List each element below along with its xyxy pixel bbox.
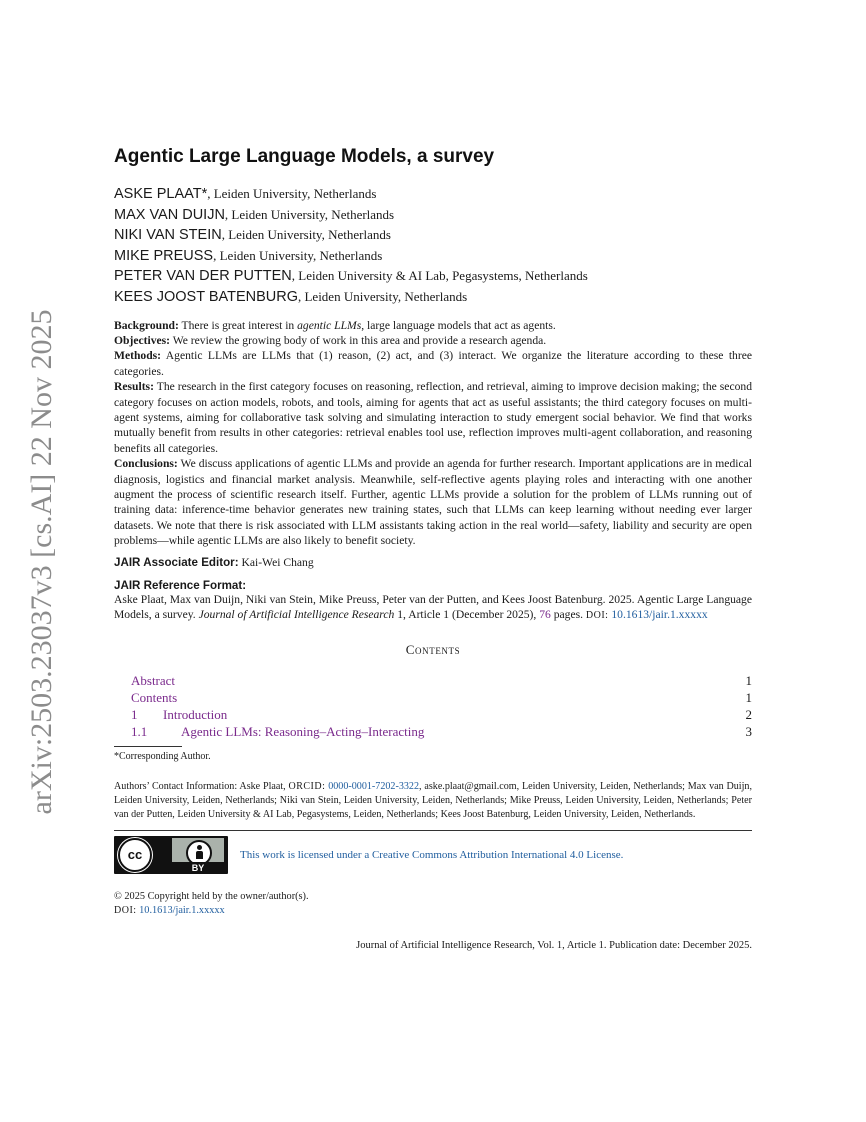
toc-entry-abstract[interactable] xyxy=(114,672,752,689)
reference-doi-link[interactable]: 10.1613/jair.1.xxxxx xyxy=(611,608,708,622)
copyright-line: © 2025 Copyright held by the owner/author(s). xyxy=(114,890,309,902)
reference-doi-label: DOI: xyxy=(585,610,609,622)
toc-entry-introduction[interactable] xyxy=(114,706,752,723)
abstract-objectives xyxy=(114,333,752,348)
reference-format xyxy=(114,592,752,624)
author-affiliation: , Leiden University, Netherlands xyxy=(224,206,395,222)
corresponding-author-footnote: *Corresponding Author. xyxy=(114,750,211,762)
copyright-doi-label: DOI: xyxy=(114,904,137,916)
reference-format-heading: JAIR Reference Format: xyxy=(114,579,247,593)
author-name: MAX VAN DUIJN xyxy=(114,206,225,223)
author-entry xyxy=(114,225,752,246)
background-label: Background: xyxy=(114,318,179,332)
toc-label[interactable]: Introduction xyxy=(163,706,228,722)
author-entry xyxy=(114,266,752,287)
reference-pages-link[interactable]: 76 xyxy=(539,608,551,622)
author-name: NIKI VAN STEIN xyxy=(114,227,222,244)
reference-text-mid: 1, Article 1 (December 2025), xyxy=(394,608,540,622)
author-affiliation: , Leiden University, Netherlands xyxy=(297,288,468,304)
associate-editor xyxy=(114,555,752,570)
author-name: KEES JOOST BATENBURG xyxy=(114,288,298,305)
toc-page: 2 xyxy=(745,706,752,722)
reference-journal: Journal of Artificial Intelligence Research xyxy=(198,608,395,622)
results-label: Results: xyxy=(114,380,154,394)
by-label: BY xyxy=(172,862,224,874)
conclusions-label: Conclusions: xyxy=(114,457,178,471)
toc-number: 1 xyxy=(131,706,138,722)
author-affiliation: , Leiden University & AI Lab, Pegasystems, Netherlands xyxy=(291,268,588,284)
journal-footer: Journal of Artificial Intelligence Research, Vol. 1, Article 1. Publication date: December 2025. xyxy=(356,939,752,951)
contents-heading: Contents xyxy=(405,641,461,657)
author-name: ASKE PLAAT* xyxy=(114,186,208,202)
arxiv-identifier: arXiv:2503.23037v3 [cs.AI] 22 Nov 2025 xyxy=(25,309,58,815)
author-affiliation: , Leiden University, Netherlands xyxy=(207,186,377,201)
author-name: MIKE PREUSS xyxy=(114,247,214,264)
toc-label[interactable]: Agentic LLMs: Reasoning–Acting–Interacting xyxy=(181,723,425,739)
toc-entry-contents[interactable] xyxy=(114,689,752,706)
background-text: There is great interest in xyxy=(178,318,298,332)
author-entry xyxy=(114,246,752,267)
background-emphasis: agentic LLMs xyxy=(297,318,362,332)
contact-text: Authors’ Contact Information: Aske Plaat, xyxy=(114,780,289,792)
abstract-background xyxy=(114,318,752,333)
results-text: The research in the first category focuses on reasoning, reflection, and retrieval, aiming to improve decision making; the second category focuses on action models, robots, and tools, aiming for agents that act as useful assistants; the third category focuses on multi-agent systems, aiming for collaborative task solving and simulating interaction to study emergent social behavior. We find that works mutually benefit from results in other categories: retrieval enables tool use, reflection improves multi-agent collaboration, and reasoning benefits all categories. xyxy=(114,380,752,455)
person-head-icon xyxy=(197,845,202,850)
background-text-end: , large language models that act as agents. xyxy=(361,318,556,332)
editor-name: Kai-Wei Chang xyxy=(238,555,314,569)
toc-page: 3 xyxy=(745,723,752,739)
author-entry xyxy=(114,287,752,308)
author-name: PETER VAN DER PUTTEN xyxy=(114,268,292,285)
author-affiliation: , Leiden University, Netherlands xyxy=(213,247,383,263)
author-entry xyxy=(114,184,752,205)
cc-by-badge[interactable] xyxy=(114,836,228,874)
paper-first-page xyxy=(114,146,752,951)
paper-title: Agentic Large Language Models, a survey xyxy=(114,146,495,167)
footnote-rule xyxy=(114,746,182,747)
abstract-results xyxy=(114,379,752,456)
reference-text-post: pages. xyxy=(550,608,586,622)
abstract xyxy=(114,318,752,549)
methods-text: Agentic LLMs are LLMs that (1) reason, (2) act, and (3) interact. We organize the literature according to these three categories. xyxy=(114,349,752,378)
objectives-label: Objectives: xyxy=(114,333,171,347)
license-row xyxy=(114,836,752,874)
author-affiliation: , Leiden University, Netherlands xyxy=(221,227,391,243)
toc-number: 1.1 xyxy=(131,723,148,739)
toc-page: 1 xyxy=(745,672,752,688)
toc-page: 1 xyxy=(745,689,752,705)
conclusions-text: We discuss applications of agentic LLMs and provide an agenda for further research. Important applications are in medical diagnosis, logistics and financial market analysis. Meanwhile, self-reflective agents playing roles and interacting with one another augment the process of scientific research itself. Further, agentic LLMs provide a solution for the problem of LLMs running out of training data: inference-time behavior generates new training states, such that LLMs can keep learning without needing ever larger datasets. We note that there is risk associated with LLM assistants taking action in the real world—safety, liability and security are open problems—while agentic LLMs are also likely to benefit society. xyxy=(114,457,752,548)
copyright-doi-link[interactable]: 10.1613/jair.1.xxxxx xyxy=(139,904,225,916)
contact-text-rest: , aske.plaat@gmail.com, Leiden University, Leiden, Netherlands; Max van Duijn, Leiden University, Leiden, Netherlands; Niki van Stein, Leiden University, Leiden, Netherlands; Mike Preuss, Leiden University, Leiden, Netherlands; Peter van der Putten, Leiden University & AI Lab, Pegasystems, Leiden, Netherlands; Kees Joost Batenburg, Leiden University, Leiden, Netherlands. xyxy=(114,780,752,820)
license-link[interactable]: This work is licensed under a Creative Commons Attribution International 4.0 License. xyxy=(240,848,624,861)
toc-label[interactable]: Contents xyxy=(131,689,178,705)
abstract-conclusions xyxy=(114,456,752,548)
table-of-contents xyxy=(114,672,752,740)
orcid-label: ORCID: xyxy=(288,780,326,792)
abstract-methods xyxy=(114,348,752,379)
person-body-icon xyxy=(196,851,203,859)
methods-label: Methods: xyxy=(114,349,162,363)
reference-text: Aske Plaat, Max van Duijn, Niki van Stein, Mike Preuss, Peter van der Putten, and Kees Joost Batenburg. 2025. Agentic Large Language Models, a survey. xyxy=(114,593,752,622)
arxiv-sidebar xyxy=(0,0,80,1122)
copyright-block xyxy=(114,890,752,918)
cc-icon: cc xyxy=(118,838,152,872)
author-list xyxy=(114,184,752,308)
objectives-text: We review the growing body of work in this area and provide a research agenda. xyxy=(170,333,547,347)
author-entry xyxy=(114,205,752,226)
contact-information xyxy=(114,780,752,822)
orcid-link[interactable]: 0000-0001-7202-3322 xyxy=(328,780,420,792)
license-divider xyxy=(114,830,752,831)
editor-label: JAIR Associate Editor: xyxy=(114,555,239,569)
toc-entry-agentic-llms[interactable] xyxy=(114,723,752,740)
toc-label[interactable]: Abstract xyxy=(131,672,176,688)
